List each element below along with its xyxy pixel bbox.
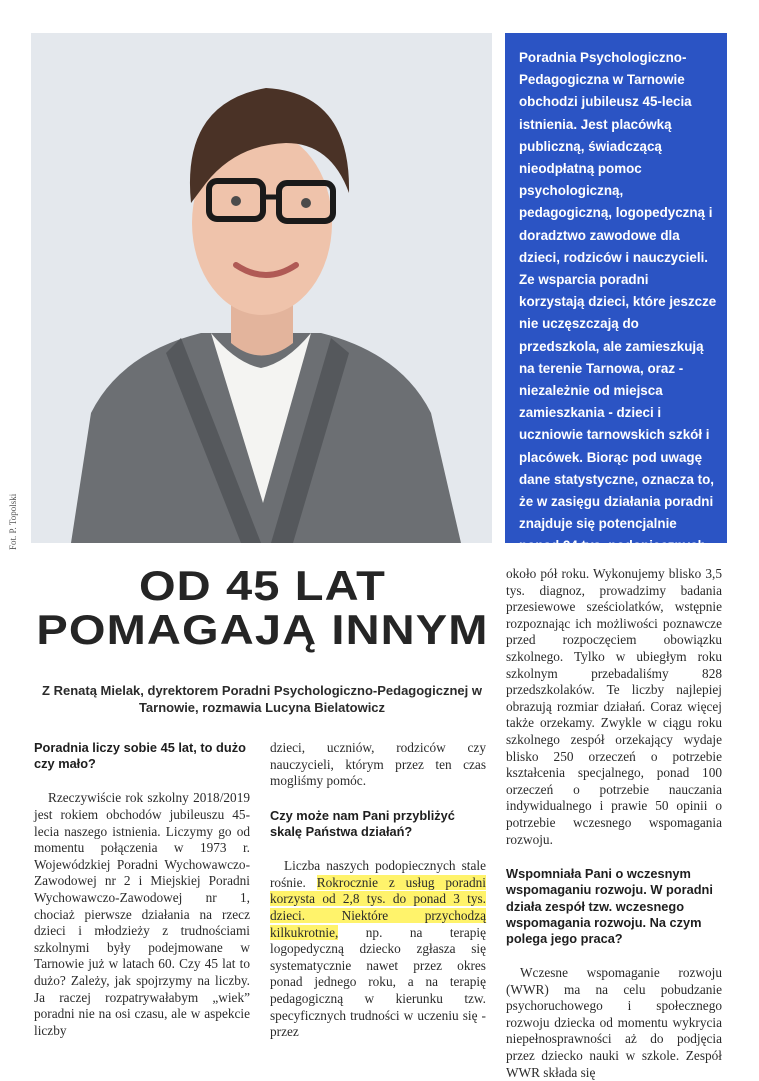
answer-1-continued: dzieci, uczniów, rodziców czy nauczycieli, którym przez ten czas mogliśmy pomóc. (270, 740, 486, 789)
photo-credit: Fot. P. Topolski (8, 493, 18, 550)
column-3 (506, 566, 722, 1081)
question-3: Wspomniała Pani o wczesnym wspomaganiu rozwoju. W poradni działa zespół tzw. wczesnego wspomagania rozwoju. Na czym polega jego praca? (506, 866, 713, 946)
answer-2 (270, 858, 486, 1041)
answer-1: Rzeczywiście rok szkolny 2018/2019 jest rokiem obchodów jubileuszu 45-lecia naszego istnienia. Liczymy go od momentu połączenia w 1973 r. Wojewódzkiej Poradni Wychowawczo-Zawodowej nr 2 i Miejskiej Poradni Wychowawczo-Zawodowej nr 1, chociaż pierwsze działania na rzecz dzieci i młodzieży z trudnościami szkolnymi były podejmowane w Tarnowie już w latach 60. Czy 45 lat to dużo? Zależy, jak spojrzymy na liczby. Ja raczej rozpatrywałabym „wiek” poradni nie na osi czasu, ale w aspekcie liczby (34, 790, 250, 1038)
byline: Z Renatą Mielak, dyrektorem Poradni Psychologiczno-Pedagogicznej w Tarnowie, rozmawia Lucyna Bielatowicz (42, 683, 482, 715)
question-2: Czy może nam Pani przybliżyć skalę Państwa działań? (270, 807, 455, 839)
question-1: Poradnia liczy sobie 45 lat, to dużo czy mało? (34, 740, 246, 772)
answer-2-highlight: Rokrocznie z usług poradni korzysta od 2,8 tys. do ponad 3 tys. dzieci. Niektóre przychodzą kilkukrotnie, (270, 874, 486, 940)
portrait-illustration (31, 33, 492, 543)
headline-line-1: OD 45 LAT (138, 562, 387, 609)
answer-2-start: Liczba naszych podopiecznych stale rośnie. (270, 858, 486, 890)
answer-3: Wczesne wspomaganie rozwoju (WWR) ma na celu pobudzanie psychoruchowego i społecznego rozwoju dziecka od momentu wykrycia niepełnosprawności aż do podjęcia przez dziecko nauki w szkole. Zespół WWR składa się (506, 965, 722, 1080)
sidebar-box (505, 33, 727, 554)
sidebar-text: Poradnia Psychologiczno-Pedagogiczna w Tarnowie obchodzi jubileusz 45-lecia istnienia. Jest placówką publiczną, świadczącą nieodpłatną pomoc psychologiczną, pedagogiczną, logopedyczną i doradztwo zawodowe dla dzieci, rodziców i nauczycieli. Ze wsparcia poradni korzystają dzieci, które jeszcze nie uczęszczają do przedszkola, ale zamieszkują na terenie Tarnowa, oraz - niezależnie od miejsca zamieszkania - dzieci i uczniowie tarnowskich szkół i placówek. Biorąc pod uwagę dane statystyczne, oznacza to, że w zasięgu działania poradni znajduje się potencjalnie ponad 24 tys. podopiecznych. (519, 50, 717, 554)
headline-line-2: POMAGAJĄ INNYM (36, 606, 489, 653)
column-1 (34, 740, 250, 1039)
headline (36, 562, 489, 653)
answer-2-end: np. na terapię logopedyczną dziecko zgłasza się systematycznie nawet przez okres ponad jednego roku, a na terapię pedagogiczną w kierunku tzw. specyficznych trudności w uczeniu się - przez (270, 924, 487, 1040)
column-2 (270, 740, 486, 1041)
answer-2-continued: około pół roku. Wykonujemy blisko 3,5 tys. diagnoz, prowadzimy badania przesiewowe sześciolatków, wstępnie rozpoznając ich możliwości poznawcze przed rozpoczęciem obowiązku szkolnego. Tylko w ubiegłym roku szkolnym przebadaliśmy 828 przedszkolaków. Te liczby najlepiej obrazują rozmiar działań. Coraz więcej także orzekamy. Zwykle w ciągu roku szkolnego zespół orzekający wydaje blisko 250 orzeczeń o potrzebie kształcenia specjalnego, ponad 100 orzeczeń o potrzebie nauczania indywidualnego i prawie 50 opinii o potrzebie wczesnego wspomagania rozwoju. (506, 566, 722, 847)
portrait-photo (31, 33, 492, 543)
